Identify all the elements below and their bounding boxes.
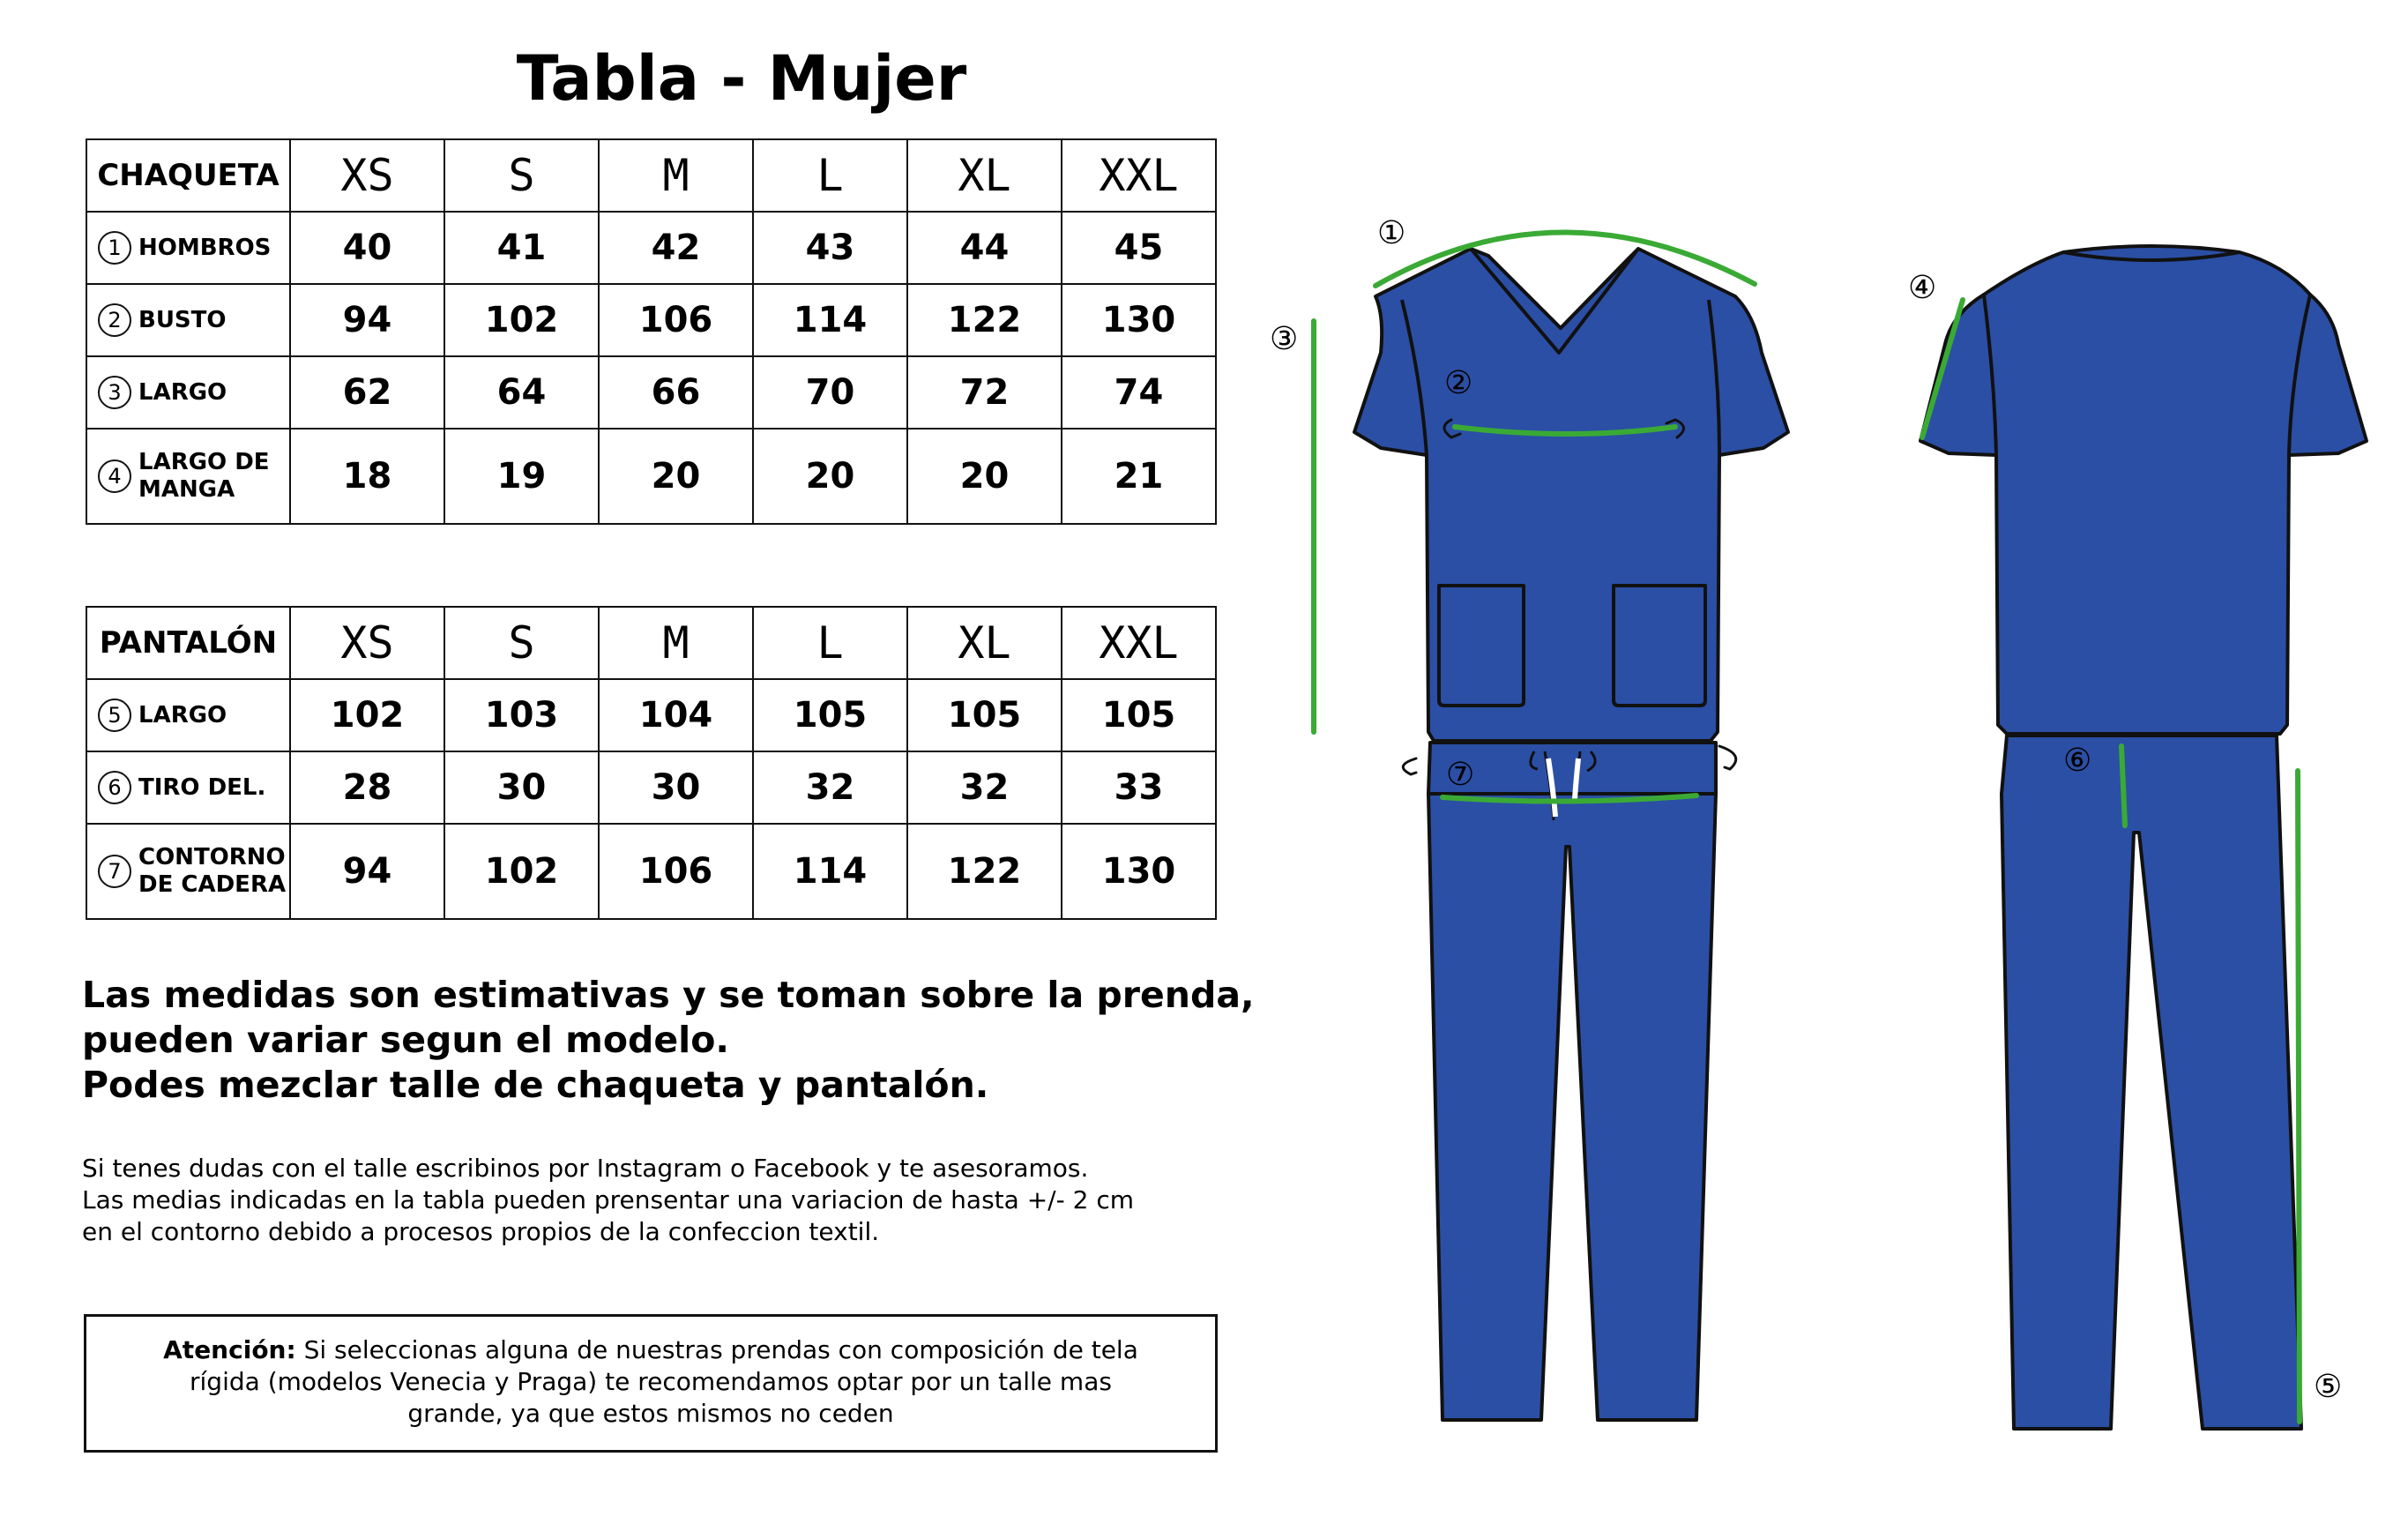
table-cell: 21 (1062, 429, 1216, 524)
measure-number: 6 (98, 771, 131, 804)
marker-3: ③ (1270, 321, 1299, 357)
attention-label: Atención: (163, 1335, 296, 1364)
table-cell: 43 (753, 212, 907, 284)
marker-5: ⑤ (2314, 1369, 2343, 1405)
table-cell: 130 (1062, 824, 1216, 919)
marker-6: ⑥ (2063, 743, 2092, 779)
size-header: XL (907, 607, 1062, 679)
arrow-icon (1719, 746, 1736, 769)
attention-text: rígida (modelos Venecia y Praga) te recomendamos optar por un talle mas (190, 1367, 1112, 1396)
measure-number: 2 (98, 303, 131, 337)
table-cell: 28 (290, 751, 444, 824)
table-cell: 41 (444, 212, 599, 284)
back-pants (2002, 736, 2301, 1429)
row-label-line: LARGO DE (138, 449, 270, 475)
front-pants (1428, 743, 1716, 1420)
table-cell: 44 (907, 212, 1062, 284)
disclaimer-line: Las medidas son estimativas y se toman sobre la prenda, (82, 974, 1255, 1016)
disclaimer-line: pueden variar segun el modelo. (82, 1019, 729, 1061)
size-header: M (599, 607, 753, 679)
arrow-icon (1403, 758, 1416, 774)
table-cell: 104 (599, 679, 753, 751)
size-header: L (753, 607, 907, 679)
attention-text: Si seleccionas alguna de nuestras prendas con composición de tela (295, 1335, 1138, 1364)
note-line: Las medias indicadas en la tabla pueden prensentar una variacion de hasta +/- 2 cm (82, 1185, 1134, 1214)
marker-7: ⑦ (1446, 757, 1475, 793)
table-cell: 103 (444, 679, 599, 751)
table-cell: 102 (444, 824, 599, 919)
table-cell: 33 (1062, 751, 1216, 824)
note-line: Si tenes dudas con el talle escribinos por Instagram o Facebook y te asesoramos. (82, 1154, 1089, 1183)
pants-length-measure-line (2298, 771, 2300, 1422)
size-header: S (444, 607, 599, 679)
row-label: LARGO (138, 378, 227, 406)
row-label: TIRO DEL. (138, 773, 266, 801)
table-cell: 20 (599, 429, 753, 524)
pants-header-label: PANTALÓN (86, 607, 290, 679)
table-cell: 74 (1062, 356, 1216, 429)
table-cell: 62 (290, 356, 444, 429)
table-cell: 102 (444, 284, 599, 356)
row-label: BUSTO (138, 306, 227, 333)
marker-1: ① (1377, 215, 1406, 251)
note-line: en el contorno debido a procesos propios de la confeccion textil. (82, 1217, 880, 1246)
row-label: HOMBROS (138, 234, 272, 261)
disclaimer-line: Podes mezclar talle de chaqueta y pantalón. (82, 1064, 989, 1106)
measure-number: 4 (98, 459, 131, 493)
table-cell: 45 (1062, 212, 1216, 284)
table-cell: 105 (1062, 679, 1216, 751)
marker-4: ④ (1908, 270, 1937, 306)
table-cell: 122 (907, 824, 1062, 919)
table-cell: 114 (753, 284, 907, 356)
table-cell: 30 (444, 751, 599, 824)
table-cell: 106 (599, 284, 753, 356)
table-cell: 64 (444, 356, 599, 429)
front-jacket-body (1354, 249, 1788, 741)
table-cell: 40 (290, 212, 444, 284)
attention-text: grande, ya que estos mismos no ceden (407, 1399, 894, 1428)
rise-measure-line (2121, 746, 2125, 826)
table-cell: 42 (599, 212, 753, 284)
table-cell: 30 (599, 751, 753, 824)
jacket-header-label: CHAQUETA (86, 139, 290, 212)
table-cell: 102 (290, 679, 444, 751)
marker-2: ② (1444, 365, 1473, 401)
table-cell: 19 (444, 429, 599, 524)
row-label-line: MANGA (138, 476, 235, 503)
page-title: Tabla - Mujer (516, 42, 967, 115)
table-cell: 130 (1062, 284, 1216, 356)
table-cell: 105 (907, 679, 1062, 751)
size-header: XL (907, 139, 1062, 212)
size-header: XXL (1062, 139, 1216, 212)
size-header: XS (290, 139, 444, 212)
back-pants-body (2002, 736, 2301, 1429)
table-cell: 106 (599, 824, 753, 919)
measure-number: 5 (98, 699, 131, 732)
measure-number: 3 (98, 376, 131, 409)
table-cell: 94 (290, 284, 444, 356)
table-cell: 20 (907, 429, 1062, 524)
table-cell: 18 (290, 429, 444, 524)
size-header: XS (290, 607, 444, 679)
table-cell: 32 (907, 751, 1062, 824)
table-cell: 122 (907, 284, 1062, 356)
row-label-line: CONTORNO (138, 844, 286, 870)
size-header: XXL (1062, 607, 1216, 679)
measure-number: 7 (98, 855, 131, 888)
table-cell: 105 (753, 679, 907, 751)
front-pants-body (1428, 743, 1716, 1420)
row-label: LARGO (138, 701, 227, 728)
back-jacket (1920, 246, 2367, 734)
front-jacket (1354, 249, 1788, 741)
table-cell: 72 (907, 356, 1062, 429)
table-cell: 20 (753, 429, 907, 524)
table-cell: 32 (753, 751, 907, 824)
table-cell: 70 (753, 356, 907, 429)
measure-number: 1 (98, 231, 131, 265)
table-cell: 114 (753, 824, 907, 919)
size-header: L (753, 139, 907, 212)
table-cell: 94 (290, 824, 444, 919)
row-label-line: DE CADERA (138, 871, 287, 898)
size-header: S (444, 139, 599, 212)
table-cell: 66 (599, 356, 753, 429)
size-header: M (599, 139, 753, 212)
